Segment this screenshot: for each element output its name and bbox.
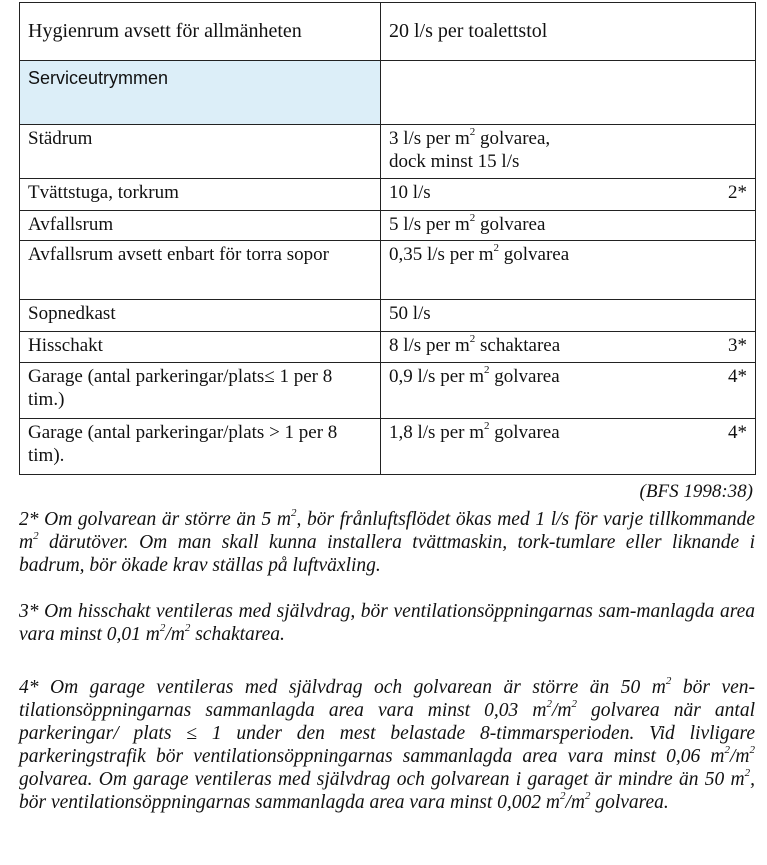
footnote-3: 3* Om hisschakt ventileras med självdrag, bör ventilationsöppningarnas sam-manlagda area vara minst 0,01 $m^2/m^2$ schaktarea. [19,601,755,645]
header-value: 20 l/s per toalettstol [381,3,756,61]
section-row [20,61,756,125]
row-label: Sopnedkast [20,300,381,332]
footnote-ref: 2* [728,182,747,203]
table-row [20,363,756,419]
table-row [20,241,756,300]
footnote-marker: 3* [19,601,39,622]
row-label: Garage (antal parkeringar/plats≤ 1 per 8 tim.) [20,363,381,419]
row-value: 50 l/s [381,300,756,332]
footnote-ref: 4* [728,366,747,387]
footnote-ref: 3* [728,335,747,356]
table-row [20,211,756,241]
ventilation-table [19,2,756,475]
row-value: 1,8 l/s per $m^2$ golvarea 4* [381,419,756,475]
row-label: Avfallsrum [20,211,381,241]
row-value: 3 l/s per $m^2$ golvarea, dock minst 15 l/s [381,125,756,179]
table-row [20,125,756,179]
table-row [20,179,756,211]
footnote-4: 4* Om garage ventileras med självdrag och golvarean är större än 50 $m^2$ bör ven-tilationsöppningarnas sammanlagda area vara minst 0,03 $m^2/m^2$ golvarea när antal parkeringar/ plats ≤ 1 under den mest belastade 8-timmarsperioden. Vid livligare parkeringstrafik bör ventilationsöppningarnas sammanlagda area vara minst 0,06 $m^2/m^2$ golvarea. Om garage ventileras med självdrag och golvarean i garaget är mindre än 50 $m^2$, bör ventilationsöppningarnas sammanlagda area vara minst 0,002 $m^2/m^2$ golvarea. [19,674,755,813]
row-label: Hisschakt [20,332,381,363]
row-label: Städrum [20,125,381,179]
row-value: 8 l/s per $m^2$ schaktarea 3* [381,332,756,363]
row-value: 0,35 l/s per $m^2$ golvarea [381,241,756,300]
table-header-row [20,3,756,61]
section-blank-cell [381,61,756,125]
section-label: Serviceutrymmen [20,61,381,125]
table-row [20,332,756,363]
row-label: Tvättstuga, torkrum [20,179,381,211]
row-label: Avfallsrum avsett enbart för torra sopor [20,241,381,300]
row-value: 10 l/s 2* [381,179,756,211]
source-citation: (BFS 1998:38) [639,481,753,502]
footnote-marker: 2* [19,509,39,530]
table-row [20,300,756,332]
row-value: 0,9 l/s per $m^2$ golvarea 4* [381,363,756,419]
footnote-2: 2* Om golvarean är större än 5 $m^2$, bör frånluftsflödet ökas med 1 l/s för varje tillkommande $m^2$ därutöver. Om man skall kunna installera tvättmaskin, tork-tumlare eller liknande i badrum, bör ökade krav ställas på luftväxling. [19,506,756,576]
header-label: Hygienrum avsett för allmänheten [20,3,381,61]
row-value-line2: dock minst 15 l/s [389,151,520,172]
table-row [20,419,756,475]
row-label: Garage (antal parkeringar/plats > 1 per 8 tim). [20,419,381,475]
row-value: 5 l/s per $m^2$ golvarea [381,211,756,241]
footnote-ref: 4* [728,422,747,443]
footnote-marker: 4* [19,677,39,698]
